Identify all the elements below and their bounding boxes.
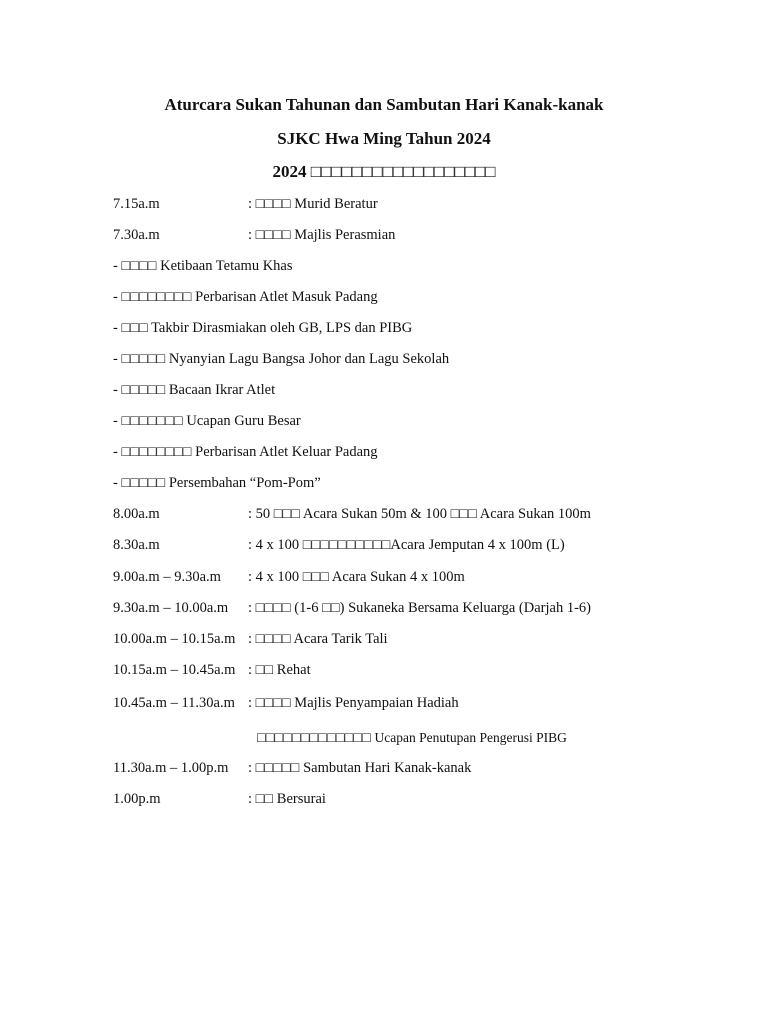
event-row — [113, 536, 565, 554]
event-activity: : 50 □□□ Acara Sukan 50m & 100 □□□ Acara Sukan 100m — [248, 506, 591, 522]
event-time: 11.30a.m – 1.00p.m — [113, 760, 229, 776]
schedule-activity: : □□□□ Murid Beratur — [248, 196, 378, 212]
event-activity: : □□ Rehat — [248, 662, 311, 678]
opening-item: - □□□□□□□□ Perbarisan Atlet Keluar Padang — [113, 444, 378, 460]
event-activity: : □□□□ Acara Tarik Tali — [248, 631, 388, 647]
opening-item: - □□□□□□□□ Perbarisan Atlet Masuk Padang — [113, 289, 378, 305]
event-row — [113, 599, 591, 617]
schedule-row — [113, 195, 378, 213]
event-row — [113, 630, 388, 648]
schedule-time: 7.15a.m — [113, 196, 160, 212]
closing-speech-text: Ucapan Penutupan Pengerusi PIBG — [374, 730, 567, 745]
opening-item: - □□□□□ Nyanyian Lagu Bangsa Johor dan Lagu Sekolah — [113, 351, 450, 367]
event-row — [113, 661, 311, 679]
event-activity: : 4 x 100 □□□ Acara Sukan 4 x 100m — [248, 569, 465, 585]
final-event-row — [113, 759, 471, 777]
event-time: 8.00a.m — [113, 506, 160, 522]
final-event-row — [113, 790, 326, 808]
title-line-1: Aturcara Sukan Tahunan dan Sambutan Hari Kanak-kanak — [164, 95, 604, 114]
closing-speech-chinese: □□□□□□□□□□□□□ — [257, 730, 371, 746]
event-time: 10.45a.m – 11.30a.m — [113, 695, 235, 711]
closing-speech — [257, 729, 567, 747]
event-activity: : □□ Bersurai — [248, 791, 326, 807]
event-time: 9.00a.m – 9.30a.m — [113, 569, 221, 585]
event-activity: : □□□□ (1-6 □□) Sukaneka Bersama Keluarga (Darjah 1-6) — [248, 600, 591, 616]
opening-item: - □□□□□ Bacaan Ikrar Atlet — [113, 382, 276, 398]
event-row — [113, 694, 459, 712]
event-time: 10.00a.m – 10.15a.m — [113, 631, 236, 647]
opening-item: - □□□□□ Persembahan “Pom-Pom” — [113, 475, 321, 491]
event-activity: : 4 x 100 □□□□□□□□□□Acara Jemputan 4 x 100m (L) — [248, 537, 565, 553]
event-activity: : □□□□□ Sambutan Hari Kanak-kanak — [248, 760, 472, 776]
schedule-activity: : □□□□ Majlis Perasmian — [248, 227, 396, 243]
schedule-time: 7.30a.m — [113, 227, 160, 243]
event-time: 9.30a.m – 10.00a.m — [113, 600, 229, 616]
opening-item: - □□□ Takbir Dirasmiakan oleh GB, LPS dan PIBG — [113, 320, 413, 336]
opening-item: - □□□□ Ketibaan Tetamu Khas — [113, 258, 293, 274]
event-time: 1.00p.m — [113, 791, 161, 807]
opening-item: - □□□□□□□ Ucapan Guru Besar — [113, 413, 301, 429]
schedule-row — [113, 226, 395, 244]
title-line-3: 2024 □□□□□□□□□□□□□□□□□□ — [272, 162, 496, 181]
event-row — [113, 505, 591, 523]
event-row — [113, 568, 465, 586]
title-line-2: SJKC Hwa Ming Tahun 2024 — [277, 129, 491, 148]
event-activity: : □□□□ Majlis Penyampaian Hadiah — [248, 695, 459, 711]
event-time: 8.30a.m — [113, 537, 160, 553]
event-time: 10.15a.m – 10.45a.m — [113, 662, 236, 678]
